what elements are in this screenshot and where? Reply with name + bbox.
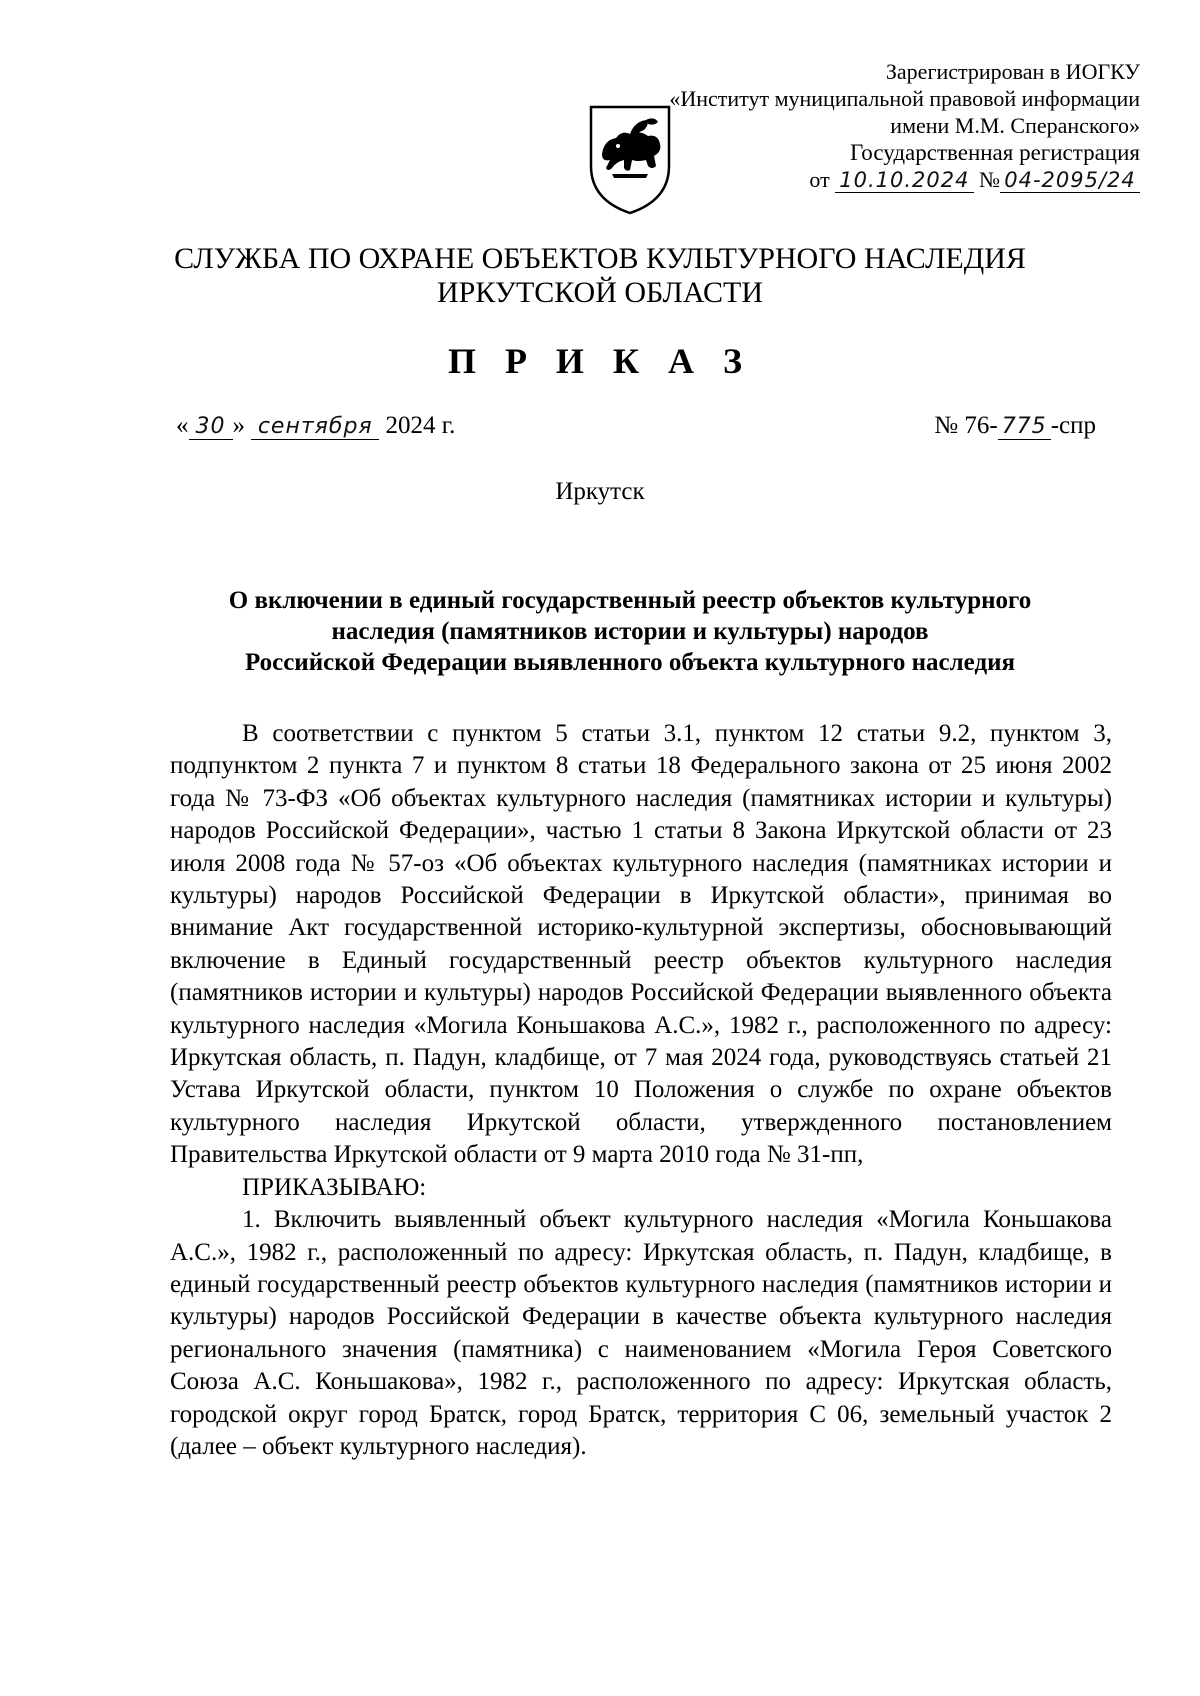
registration-stamp [620, 58, 1140, 193]
order-title [170, 585, 1090, 678]
registration-number-line [809, 166, 1140, 193]
city: Иркутск [555, 478, 645, 505]
order-number-prefix: № 76- [934, 412, 998, 439]
preamble-paragraph: В соответствии с пунктом 5 статьи 3.1, пунктом 12 статьи 9.2, пунктом 3, подпунктом 2 пункта 7 и пунктом 8 статьи 18 Федерального закона от 25 июня 2002 года № 73-ФЗ «Об объектах культурного наследия (памятниках истории и культуры) народов Российской Федерации», частью 1 статьи 8 Закона Иркутской области от 23 июля 2008 года № 57-оз «Об объектах культурного наследия (памятниках истории и культуры) народов Российской Федерации в Иркутской области», принимая во внимание Акт государственной историко-культурной экспертизы, обосновывающий включение в Единый государственный реестр объектов культурного наследия (памятников истории и культуры) народов Российской Федерации выявленного объекта культурного наследия «Могила Коньшакова А.С.», 1982 г., расположенного по адресу: Иркутская область, п. Падун, кладбище, от 7 мая 2024 года, руководствуясь статьей 21 Устава Иркутской области, пунктом 10 Положения о службе по охране объектов культурного наследия Иркутской области, утвержденного постановлением Правительства Иркутской области от 9 марта 2010 года № 31-пп, [170, 720, 1112, 1169]
registration-date: 10.10.2024 [835, 168, 973, 193]
registration-line-3: имени М.М. Сперанского» [890, 113, 1140, 138]
registration-from-label: от [809, 167, 830, 192]
registration-line-2: «Институт муниципальной правовой информации [669, 86, 1140, 111]
date-year: 2024 г. [385, 412, 456, 439]
date-open-quote: « [176, 412, 189, 439]
title-line-1: О включении в единый государственный реестр объектов культурного [228, 587, 1032, 614]
order-number-handwritten: 775 [998, 415, 1051, 440]
date-day: 30 [189, 415, 233, 440]
date-month: сентября [251, 415, 379, 440]
order-item-1: 1. Включить выявленный объект культурного наследия «Могила Коньшакова А.С.», 1982 г., расположенный по адресу: Иркутская область, п. Падун, кладбище, в единый государственный реестр объектов культурного наследия (памятников истории и культуры) народов Российской Федерации в качестве объекта культурного наследия регионального значения (памятника) с наименованием «Могила Героя Советского Союза А.С. Коньшакова», 1982 г., расположенного по адресу: Иркутская область, городской округ город Братск, город Братск, территория С 06, земельный участок 2 (далее – объект культурного наследия). [170, 1206, 1112, 1460]
title-line-3: Российской Федерации выявленного объекта культурного наследия [244, 649, 1016, 676]
agency-name-line-2: ИРКУТСКОЙ ОБЛАСТИ [436, 276, 764, 309]
registration-line-1: Зарегистрирован в ИОГКУ [885, 59, 1140, 84]
document-type-heading: П Р И К А З [447, 341, 753, 381]
order-date [176, 412, 455, 440]
irkutsk-coat-of-arms-icon [588, 104, 672, 216]
title-line-2: наследия (памятников истории и культуры) народов [331, 618, 929, 645]
order-number-suffix: -спр [1050, 412, 1096, 439]
agency-name-line-1: СЛУЖБА ПО ОХРАНЕ ОБЪЕКТОВ КУЛЬТУРНОГО НАСЛЕДИЯ [174, 242, 1026, 275]
registration-number-label: № [979, 167, 1000, 192]
order-number [934, 412, 1096, 440]
registration-number: 04-2095/24 [1000, 168, 1140, 193]
order-body [170, 718, 1112, 1463]
registration-line-4: Государственная регистрация [850, 140, 1140, 165]
date-close-quote: » [232, 412, 245, 439]
order-word: ПРИКАЗЫВАЮ: [242, 1173, 427, 1201]
